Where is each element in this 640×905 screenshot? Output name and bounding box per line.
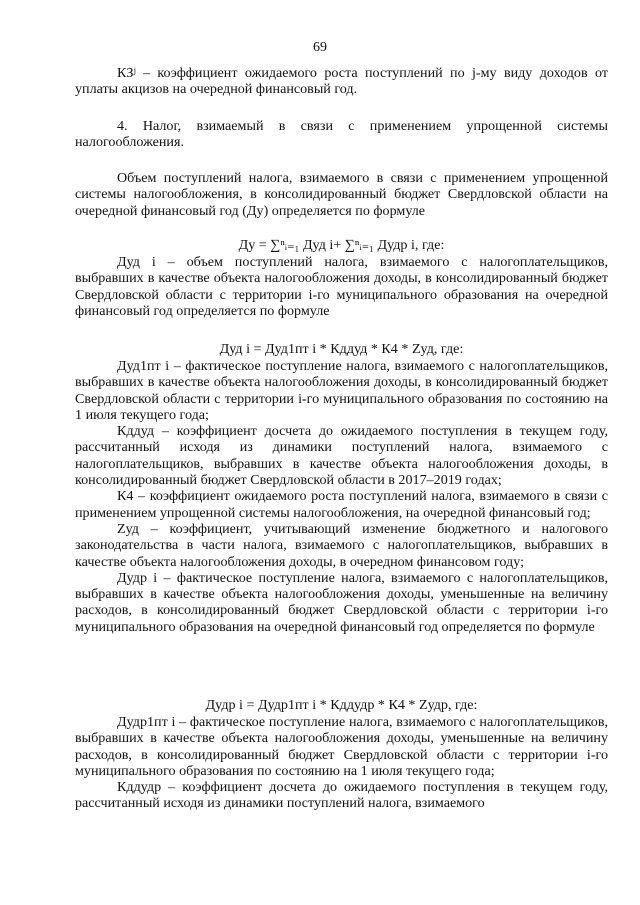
- definition-kddudr: Кддудр – коэффициент досчета до ожидаемого поступления в текущем году, рассчитанный исходя из динамики поступлений налога, взимаемого: [75, 779, 608, 812]
- definitions-block-dud: [75, 358, 608, 635]
- page-number: 69: [313, 40, 327, 55]
- definitions-block-dudr: [75, 714, 608, 812]
- section-heading-simplified-tax: 4. Налог, взимаемый в связи с применением упрощенной системы налогообложения.: [75, 118, 608, 151]
- definition-k4: К4 – коэффициент ожидаемого роста поступлений налога, взимаемого в связи с применением упрощенной системы налогообложения, на очередной финансовый год;: [75, 488, 608, 521]
- formula-dud: Дуд i = Дуд1пт i * Кддуд * К4 * Zуд, где:: [219, 341, 464, 357]
- coefficient-kz-definition: КЗʲ – коэффициент ожидаемого роста поступлений по j-му виду доходов от уплаты акцизов на очередной финансовый год.: [75, 65, 608, 98]
- definition-dudr: Дудр i – фактическое поступление налога, взимаемого с налогоплательщиков, выбравших в качестве объекта налогообложения доходы, уменьшенные на величину расходов, в консолидированный бюджет Свердловской области с территории i-го муниципального образования на очередной финансовый год определяется по формуле: [75, 569, 608, 635]
- formula-dudr: Дудр i = Дудр1пт i * Кддудр * К4 * Zудр, где:: [205, 697, 478, 713]
- definition-dud1pt: Дуд1пт i – фактическое поступление налога, взимаемого с налогоплательщиков, выбравших в качестве объекта налогообложения доходы, в консолидированный бюджет Свердловской области с территории i-го муниципального образования по состоянию на 1 июля текущего года;: [75, 358, 608, 423]
- definition-dud: Дуд i – объем поступлений налога, взимаемого с налогоплательщиков, выбравших в качестве объекта налогообложения доходы, в консолидированный бюджет Свердловской области с территории i-го муниципального образования на очередной финансовый год определяется по формуле: [75, 254, 608, 319]
- paragraph-du-intro: Объем поступлений налога, взимаемого в связи с применением упрощенной системы налогообложения, в консолидированный бюджет Свердловской области на очередной финансовый год (Ду) определяется по формуле: [75, 170, 608, 219]
- definition-kddud: Кддуд – коэффициент досчета до ожидаемого поступления в текущем году, рассчитанный исходя из динамики поступлений налога, взимаемого с налогоплательщиков, выбравших в качестве объекта налогообложения доходы, в консолидированный бюджет Свердловской области в 2017–2019 годах;: [75, 423, 608, 489]
- definition-zud: Zуд – коэффициент, учитывающий изменение бюджетного и налогового законодательства в части налога, взимаемого с налогоплательщиков, выбравших в качестве объекта налогообложения доходы, в очередном финансовом году;: [75, 520, 608, 570]
- formula-du: Ду = ∑ⁿᵢ₌₁ Дуд i+ ∑ⁿᵢ₌₁ Дудр i, где:: [238, 237, 445, 253]
- definition-dudr1pt: Дудр1пт i – фактическое поступление налога, взимаемого с налогоплательщиков, выбравших в качестве объекта налогообложения доходы, уменьшенные на величину расходов, в консолидированный бюджет Свердловской области с территории i-го муниципального образования по состоянию на 1 июля текущего года;: [75, 714, 608, 779]
